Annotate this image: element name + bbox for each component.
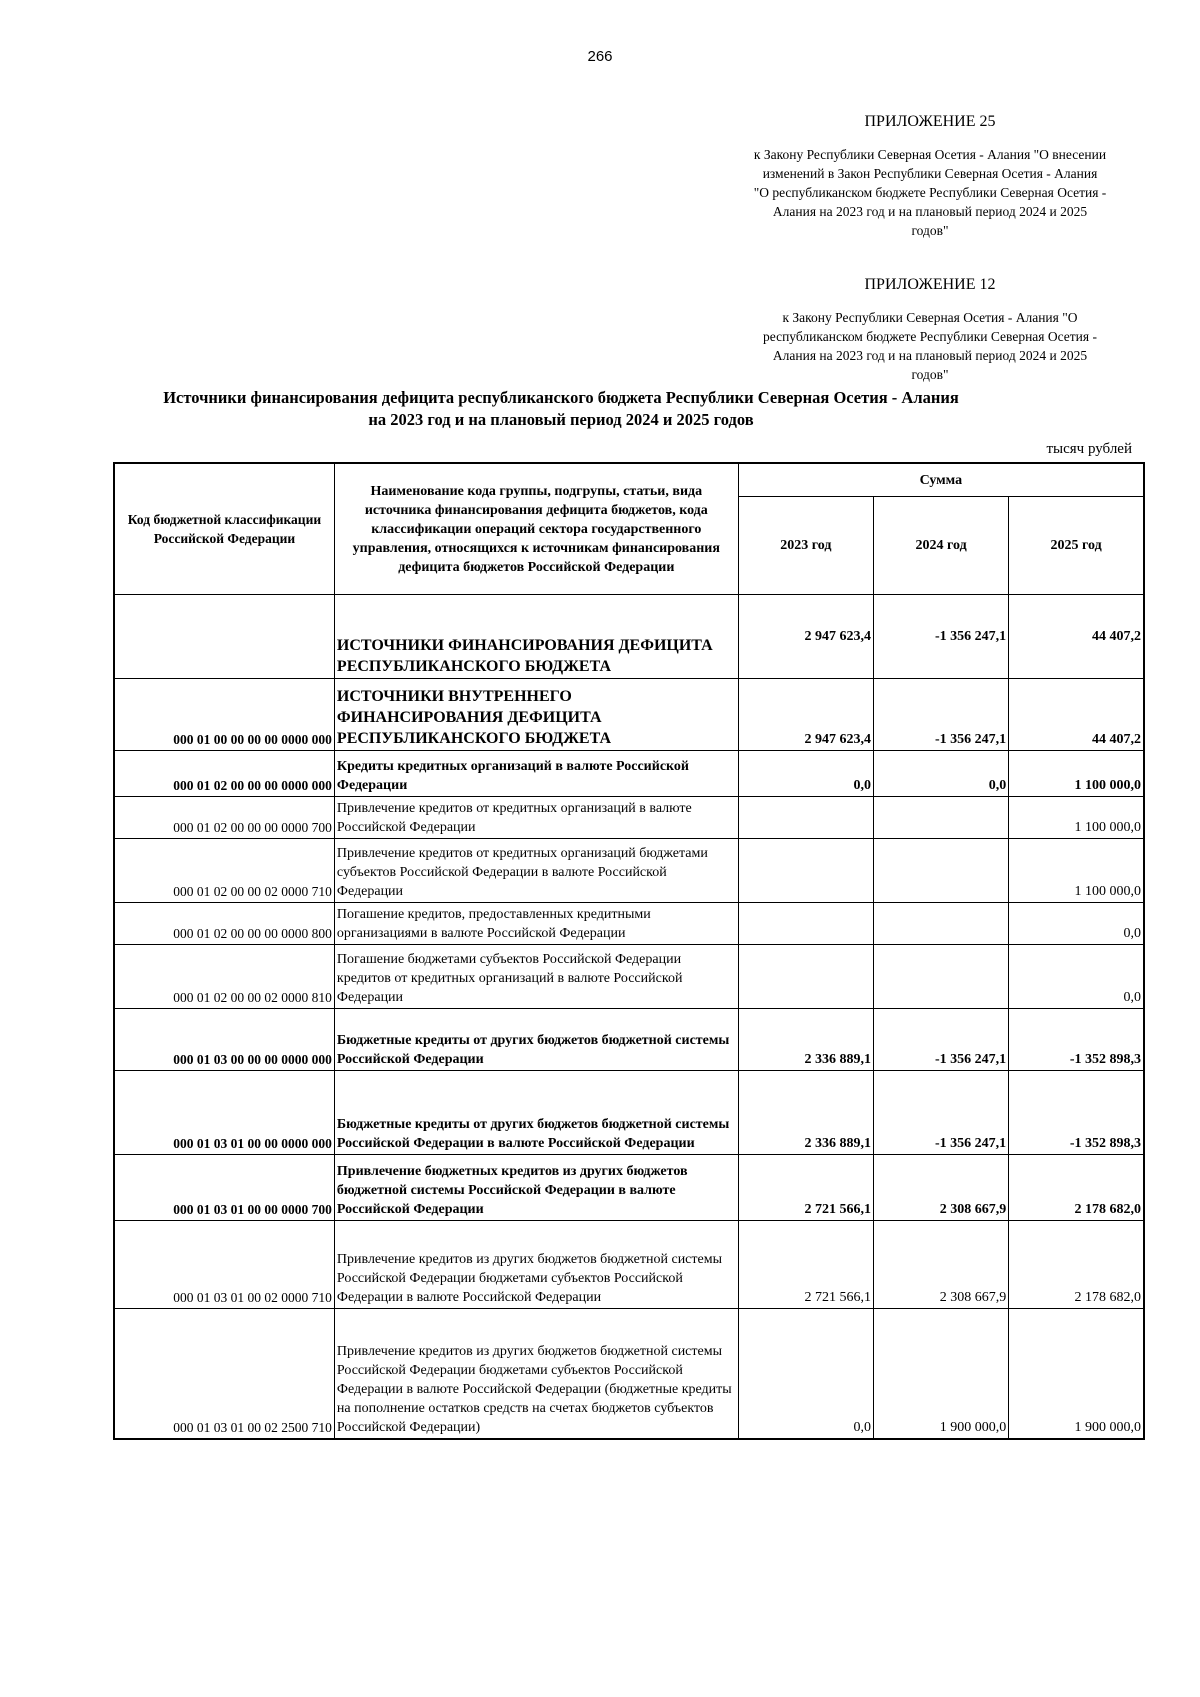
financing-sources-table bbox=[113, 462, 1145, 1440]
header-code: Код бюджетной классификации Российской Федерации bbox=[114, 463, 334, 595]
row-code: 000 01 02 00 00 00 0000 000 bbox=[114, 751, 334, 797]
appendix-12-heading: ПРИЛОЖЕНИЕ 12 bbox=[864, 276, 996, 293]
row-code bbox=[114, 595, 334, 679]
row-name: Погашение кредитов, предоставленных кредитными организациями в валюте Российской Федерации bbox=[334, 903, 738, 945]
table-row bbox=[114, 1221, 1144, 1309]
row-code: 000 01 00 00 00 00 0000 000 bbox=[114, 679, 334, 751]
appendix-25-heading: ПРИЛОЖЕНИЕ 25 bbox=[864, 113, 996, 130]
row-value-2025: -1 352 898,3 bbox=[1009, 1009, 1144, 1071]
row-code: 000 01 02 00 00 00 0000 700 bbox=[114, 797, 334, 839]
row-value-2023: 0,0 bbox=[738, 751, 873, 797]
row-value-2024: -1 356 247,1 bbox=[873, 1009, 1008, 1071]
appendix-25-note bbox=[730, 145, 1130, 240]
table-row bbox=[114, 1155, 1144, 1221]
appendix-12-line: республиканском бюджете Республики Северная Осетия - bbox=[763, 329, 1097, 344]
row-value-2024: 2 308 667,9 bbox=[873, 1155, 1008, 1221]
appendix-12-line: Алания на 2023 год и на плановый период 2024 и 2025 bbox=[772, 348, 1088, 363]
table-row bbox=[114, 1309, 1144, 1439]
row-value-2025: 1 100 000,0 bbox=[1009, 797, 1144, 839]
row-value-2024: 2 308 667,9 bbox=[873, 1221, 1008, 1309]
header-name: Наименование кода группы, подгрупы, статьи, вида источника финансирования дефицита бюджетов, кода классификации операций сектора государственного управления, относящихся к источникам финансирования дефицита бюджетов Российской Федерации bbox=[334, 463, 738, 595]
row-name: Привлечение бюджетных кредитов из других бюджетов бюджетной системы Российской Федерации в валюте Российской Федерации bbox=[334, 1155, 738, 1221]
row-value-2024 bbox=[873, 839, 1008, 903]
row-value-2024 bbox=[873, 945, 1008, 1009]
document-title bbox=[108, 387, 1014, 431]
row-name: Погашение бюджетами субъектов Российской Федерации кредитов от кредитных организаций в валюте Российской Федерации bbox=[334, 945, 738, 1009]
row-value-2025: 1 100 000,0 bbox=[1009, 839, 1144, 903]
row-value-2025: -1 352 898,3 bbox=[1009, 1071, 1144, 1155]
row-value-2024 bbox=[873, 797, 1008, 839]
header-year-2024: 2024 год bbox=[873, 497, 1008, 595]
page-number: 266 bbox=[587, 48, 613, 65]
row-name: Привлечение кредитов от кредитных организаций бюджетами субъектов Российской Федерации в валюте Российской Федерации bbox=[334, 839, 738, 903]
row-value-2025: 0,0 bbox=[1009, 945, 1144, 1009]
units-label: тысяч рублей bbox=[1046, 441, 1132, 457]
table-row bbox=[114, 945, 1144, 1009]
table-row bbox=[114, 1009, 1144, 1071]
row-value-2023: 2 947 623,4 bbox=[738, 595, 873, 679]
row-value-2025: 0,0 bbox=[1009, 903, 1144, 945]
row-value-2024 bbox=[873, 903, 1008, 945]
row-code: 000 01 03 01 00 00 0000 000 bbox=[114, 1071, 334, 1155]
table-row bbox=[114, 903, 1144, 945]
row-name: Кредиты кредитных организаций в валюте Российской Федерации bbox=[334, 751, 738, 797]
row-code: 000 01 03 01 00 02 2500 710 bbox=[114, 1309, 334, 1439]
row-value-2024: 1 900 000,0 bbox=[873, 1309, 1008, 1439]
table-row bbox=[114, 679, 1144, 751]
row-name: Бюджетные кредиты от других бюджетов бюджетной системы Российской Федерации bbox=[334, 1009, 738, 1071]
row-value-2023 bbox=[738, 797, 873, 839]
row-value-2025: 44 407,2 bbox=[1009, 679, 1144, 751]
table-row bbox=[114, 839, 1144, 903]
row-value-2024: -1 356 247,1 bbox=[873, 679, 1008, 751]
row-value-2023: 2 336 889,1 bbox=[738, 1071, 873, 1155]
appendix-25-line: годов" bbox=[911, 223, 949, 238]
header-year-2025: 2025 год bbox=[1009, 497, 1144, 595]
table-row bbox=[114, 751, 1144, 797]
appendix-25-line: Алания на 2023 год и на плановый период 2024 и 2025 bbox=[772, 204, 1088, 219]
appendix-12-line: к Закону Республики Северная Осетия - Алания "О bbox=[782, 310, 1078, 325]
row-value-2023 bbox=[738, 839, 873, 903]
row-value-2023: 0,0 bbox=[738, 1309, 873, 1439]
row-value-2025: 2 178 682,0 bbox=[1009, 1155, 1144, 1221]
table-row bbox=[114, 595, 1144, 679]
row-name: Бюджетные кредиты от других бюджетов бюджетной системы Российской Федерации в валюте Российской Федерации bbox=[334, 1071, 738, 1155]
row-value-2025: 1 900 000,0 bbox=[1009, 1309, 1144, 1439]
row-code: 000 01 02 00 00 02 0000 810 bbox=[114, 945, 334, 1009]
row-value-2025: 1 100 000,0 bbox=[1009, 751, 1144, 797]
appendix-12-note bbox=[730, 308, 1130, 384]
row-code: 000 01 02 00 00 02 0000 710 bbox=[114, 839, 334, 903]
row-name: Привлечение кредитов от кредитных организаций в валюте Российской Федерации bbox=[334, 797, 738, 839]
row-value-2023: 2 721 566,1 bbox=[738, 1155, 873, 1221]
row-value-2025: 2 178 682,0 bbox=[1009, 1221, 1144, 1309]
row-code: 000 01 03 01 00 02 0000 710 bbox=[114, 1221, 334, 1309]
table-row bbox=[114, 797, 1144, 839]
row-value-2025: 44 407,2 bbox=[1009, 595, 1144, 679]
appendix-25-block bbox=[730, 113, 1130, 240]
row-code: 000 01 02 00 00 00 0000 800 bbox=[114, 903, 334, 945]
appendix-25-line: изменений в Закон Республики Северная Осетия - Алания bbox=[762, 166, 1098, 181]
appendix-25-line: "О республиканском бюджете Республики Северная Осетия - bbox=[753, 185, 1107, 200]
header-sum: Сумма bbox=[738, 463, 1144, 497]
table-row bbox=[114, 1071, 1144, 1155]
row-value-2024: 0,0 bbox=[873, 751, 1008, 797]
row-value-2023: 2 947 623,4 bbox=[738, 679, 873, 751]
row-code: 000 01 03 00 00 00 0000 000 bbox=[114, 1009, 334, 1071]
row-name: ИСТОЧНИКИ ВНУТРЕННЕГО ФИНАНСИРОВАНИЯ ДЕФИЦИТА РЕСПУБЛИКАНСКОГО БЮДЖЕТА bbox=[334, 679, 738, 751]
row-name: Привлечение кредитов из других бюджетов бюджетной системы Российской Федерации бюджетами субъектов Российской Федерации в валюте Российской Федерации bbox=[334, 1221, 738, 1309]
header-year-2023: 2023 год bbox=[738, 497, 873, 595]
document-title-line-1: Источники финансирования дефицита республиканского бюджета Республики Северная Осетия - Алания bbox=[163, 388, 959, 407]
appendix-12-line: годов" bbox=[911, 367, 949, 382]
row-value-2024: -1 356 247,1 bbox=[873, 595, 1008, 679]
appendix-12-block bbox=[730, 276, 1130, 384]
document-title-line-2: на 2023 год и на плановый период 2024 и 2025 годов bbox=[368, 410, 754, 429]
row-value-2024: -1 356 247,1 bbox=[873, 1071, 1008, 1155]
row-value-2023: 2 336 889,1 bbox=[738, 1009, 873, 1071]
row-value-2023 bbox=[738, 945, 873, 1009]
row-name: Привлечение кредитов из других бюджетов бюджетной системы Российской Федерации бюджетами субъектов Российской Федерации в валюте Российской Федерации (бюджетные кредиты на пополнение остатков средств на счетах бюджетов субъектов Российской Федерации) bbox=[334, 1309, 738, 1439]
row-value-2023: 2 721 566,1 bbox=[738, 1221, 873, 1309]
row-value-2023 bbox=[738, 903, 873, 945]
row-name: ИСТОЧНИКИ ФИНАНСИРОВАНИЯ ДЕФИЦИТА РЕСПУБЛИКАНСКОГО БЮДЖЕТА bbox=[334, 595, 738, 679]
appendix-25-line: к Закону Республики Северная Осетия - Алания "О внесении bbox=[753, 147, 1107, 162]
row-code: 000 01 03 01 00 00 0000 700 bbox=[114, 1155, 334, 1221]
